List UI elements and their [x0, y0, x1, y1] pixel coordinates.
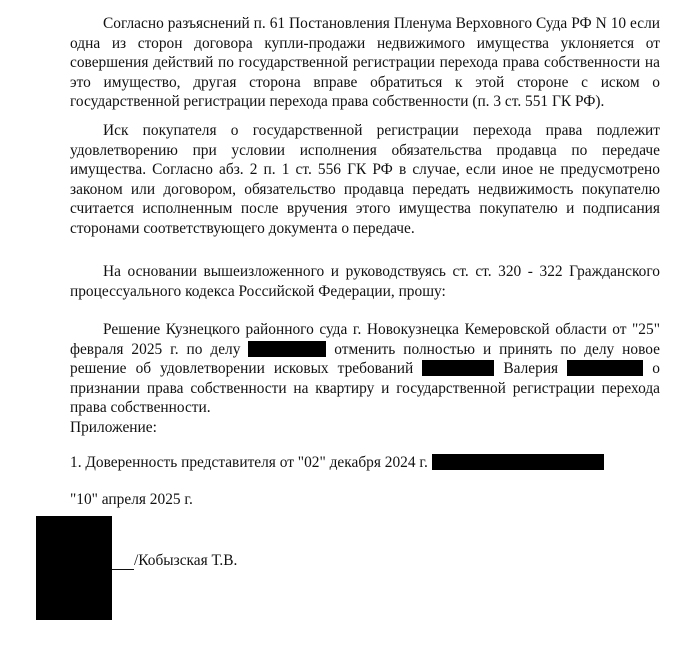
- document-date: "10" апреля 2025 г.: [70, 491, 193, 508]
- request-text-part-3: о признании права собственности на квартиру и государственной регистрации перехода права собственности.: [70, 360, 660, 417]
- paragraph-request: [70, 320, 660, 418]
- redacted-surname: [422, 360, 494, 376]
- redacted-signature: [36, 516, 112, 620]
- paragraph-legal-explanation: Согласно разъяснений п. 61 Постановления Пленума Верховного Суда РФ N 10 если одна из сторон договора купли-продажи недвижимого имущества уклоняется от совершения действий по государственной регистрации перехода права собственности на это имущество, другая сторона вправе обратиться к этой стороне с иском о государственной регистрации перехода права собственности (п. 3 ст. 551 ГК РФ).: [70, 15, 660, 111]
- request-text-name: Валерия: [503, 360, 559, 378]
- attachments-heading: Приложение:: [70, 419, 157, 436]
- request-text-part-2: отменить полностью и принять по делу новое решение об удовлетворении исковых требований: [70, 340, 660, 378]
- signatory-name: /Кобызская Т.В.: [134, 552, 238, 569]
- redacted-case-number: [248, 341, 326, 357]
- paragraph-buyer-claim: Иск покупателя о государственной регистрации перехода права подлежит удовлетворению при условии исполнения обязательства продавца по передаче имущества. Согласно абз. 2 п. 1 ст. 556 ГК РФ в случае, если иное не предусмотрено законом или договором, обязательство продавца передать недвижимость покупателю считается исполненным после вручения этого имущества покупателю и подписания сторонами соответствующего документа о передаче.: [70, 122, 660, 237]
- attachment-item-text: 1. Доверенность представителя от "02" декабря 2024 г.: [70, 454, 428, 471]
- request-text-part-1: Решение Кузнецкого районного суда г. Новокузнецка Кемеровской области от "25" февраля 2025 г. по делу: [70, 321, 660, 358]
- redacted-patronymic: [567, 360, 643, 376]
- redacted-attachment-details: [432, 454, 604, 470]
- signature-line: [112, 569, 134, 570]
- paragraph-grounds: На основании вышеизложенного и руководствуясь ст. ст. 320 - 322 Гражданского процессуального кодекса Российской Федерации, прошу:: [70, 263, 660, 300]
- attachment-item: [70, 453, 604, 473]
